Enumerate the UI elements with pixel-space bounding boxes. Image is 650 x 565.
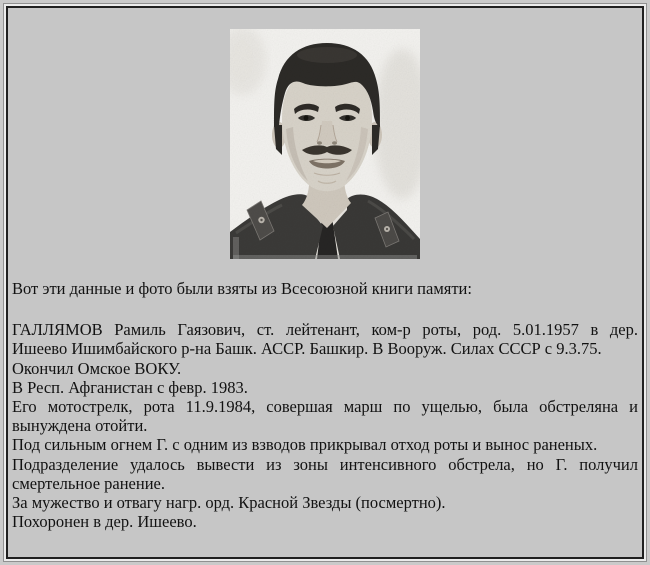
memorial-line-8: Подразделение удалось вывести из зоны интенсивного обстрела, но Г. получил	[12, 454, 638, 474]
memorial-line-11: Похоронен в дер. Ишеево.	[12, 512, 197, 532]
outer-frame	[3, 3, 647, 562]
memorial-line-5: Его мотострелк, рота 11.9.1984, совершая марш по ущелью, была обстреляна и	[12, 397, 638, 417]
mid-frame	[4, 4, 646, 561]
memorial-line-2: Ишеево Ишимбайского р-на Башк. АССР. Башкир. В Вооруж. Силах СССР с 9.3.75.	[12, 339, 602, 359]
memorial-line-7: Под сильным огнем Г. с одним из взводов прикрывал отход роты и вынос раненых.	[12, 435, 598, 455]
officer-portrait-image	[230, 29, 420, 259]
memorial-text	[12, 279, 638, 531]
memorial-line-1: ГАЛЛЯМОВ Рамиль Гаязович, ст. лейтенант, ком-р роты, род. 5.01.1957 в дер.	[12, 320, 638, 340]
intro-line: Вот эти данные и фото были взяты из Всесоюзной книги памяти:	[12, 279, 472, 298]
memorial-line-9: смертельное ранение.	[12, 473, 165, 493]
content-frame	[6, 6, 644, 559]
memorial-line-6: вынуждена отойти.	[12, 416, 148, 436]
memorial-line-3: Окончил Омское ВОКУ.	[12, 358, 182, 378]
portrait-photo	[230, 29, 420, 259]
memorial-line-4: В Респ. Афганистан с февр. 1983.	[12, 377, 248, 397]
memorial-line-10: За мужество и отвагу нагр. орд. Красной Звезды (посмертно).	[12, 493, 446, 513]
